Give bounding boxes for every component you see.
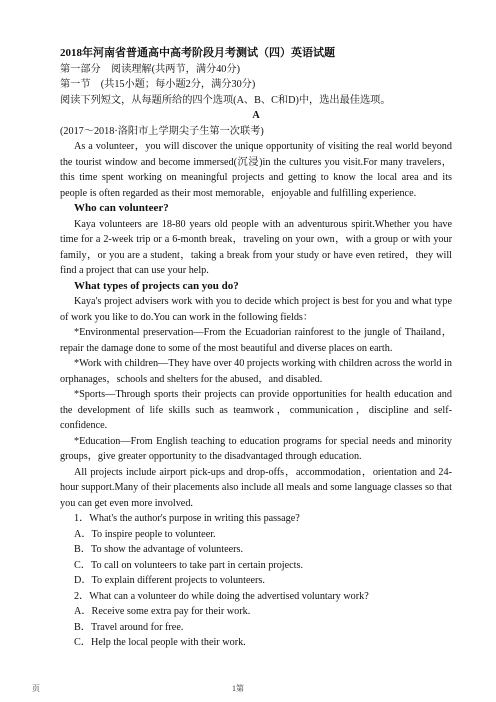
footer-page-number: 1第 — [232, 684, 244, 693]
types-paragraph: Kaya's project advisers work with you to decide which project is best for you and what type of work you like to do.You can work in the following fields： — [60, 296, 452, 323]
section-heading: 第一节 (共15小题；每小题2分，满分30分) — [60, 79, 256, 90]
who-heading: Who can volunteer? — [74, 202, 169, 214]
education-item: *Education—From English teaching to education programs for special needs and minority groups，give greater opportunity to the disadvantaged through education. — [60, 435, 452, 462]
option-b: B．To show the advantage of volunteers. — [74, 544, 244, 555]
sports-item: *Sports—Through sports their projects can provide opportunities for health education and the development of life skills such as teamwork，communication，discipline and self-confidence. — [60, 389, 452, 431]
document-body — [60, 46, 452, 651]
question-stem: 1．What's the author's purpose in writing this passage? — [74, 513, 300, 524]
passage-source: (2017～2018·洛阳市上学期尖子生第一次联考) — [60, 125, 264, 137]
environment-item: *Environmental preservation—From the Ecuadorian rainforest to the jungle of Thailand，repair the damage done to some of the most beautiful and diverse places on earth. — [60, 327, 452, 354]
who-paragraph: Kaya volunteers are 18-80 years old people with an adventurous spirit.Whether you have time for a 2-week trip or a 6-month break，traveling on your own，with a group or with your family，or you are a student，taking a break from your study or have even retired，they will find a project that can use your help. — [60, 218, 452, 276]
option-b: B．Travel around for free. — [74, 621, 184, 633]
intro-paragraph: As a volunteer，you will discover the unique opportunity of visiting the real world beyond the tourist window and become immersed(沉浸)in the cultures you visit.For many travelers，this time spent working on meaningful projects and getting to know the local area and its people is often regarded as their most memorable，enjoyable and fulfilling experience. — [60, 141, 452, 199]
option-d: D．To explain different projects to volunteers. — [74, 575, 265, 586]
children-item: *Work with children—They have over 40 projects working with children across the world in orphanages，schools and shelters for the abused，and disabled. — [60, 358, 453, 385]
question-stem: 2．What can a volunteer do while doing the advertised voluntary work? — [74, 590, 369, 602]
option-c: C．Help the local people with their work. — [74, 637, 246, 648]
types-heading: What types of projects can you do? — [74, 279, 239, 292]
option-a: A．Receive some extra pay for their work. — [74, 606, 251, 617]
option-c: C．To call on volunteers to take part in certain projects. — [74, 559, 303, 571]
passage-letter: A — [252, 110, 260, 121]
all-projects-paragraph: All projects include airport pick-ups and drop-offs，accommodation，orientation and 24-hour support.Many of their placements also include all meals and some language classes so that you can get even more involved. — [60, 466, 452, 509]
part-heading: 第一部分 阅读理解(共两节，满分40分) — [60, 63, 240, 75]
footer-page-label: 页 — [32, 684, 40, 693]
option-a: A．To inspire people to volunteer. — [74, 528, 216, 540]
instruction-text: 阅读下列短文，从每题所给的四个选项(A、B、C和D)中，选出最佳选项。 — [60, 94, 391, 106]
exam-title: 2018年河南省普通高中高考阶段月考测试（四）英语试题 — [60, 47, 335, 59]
